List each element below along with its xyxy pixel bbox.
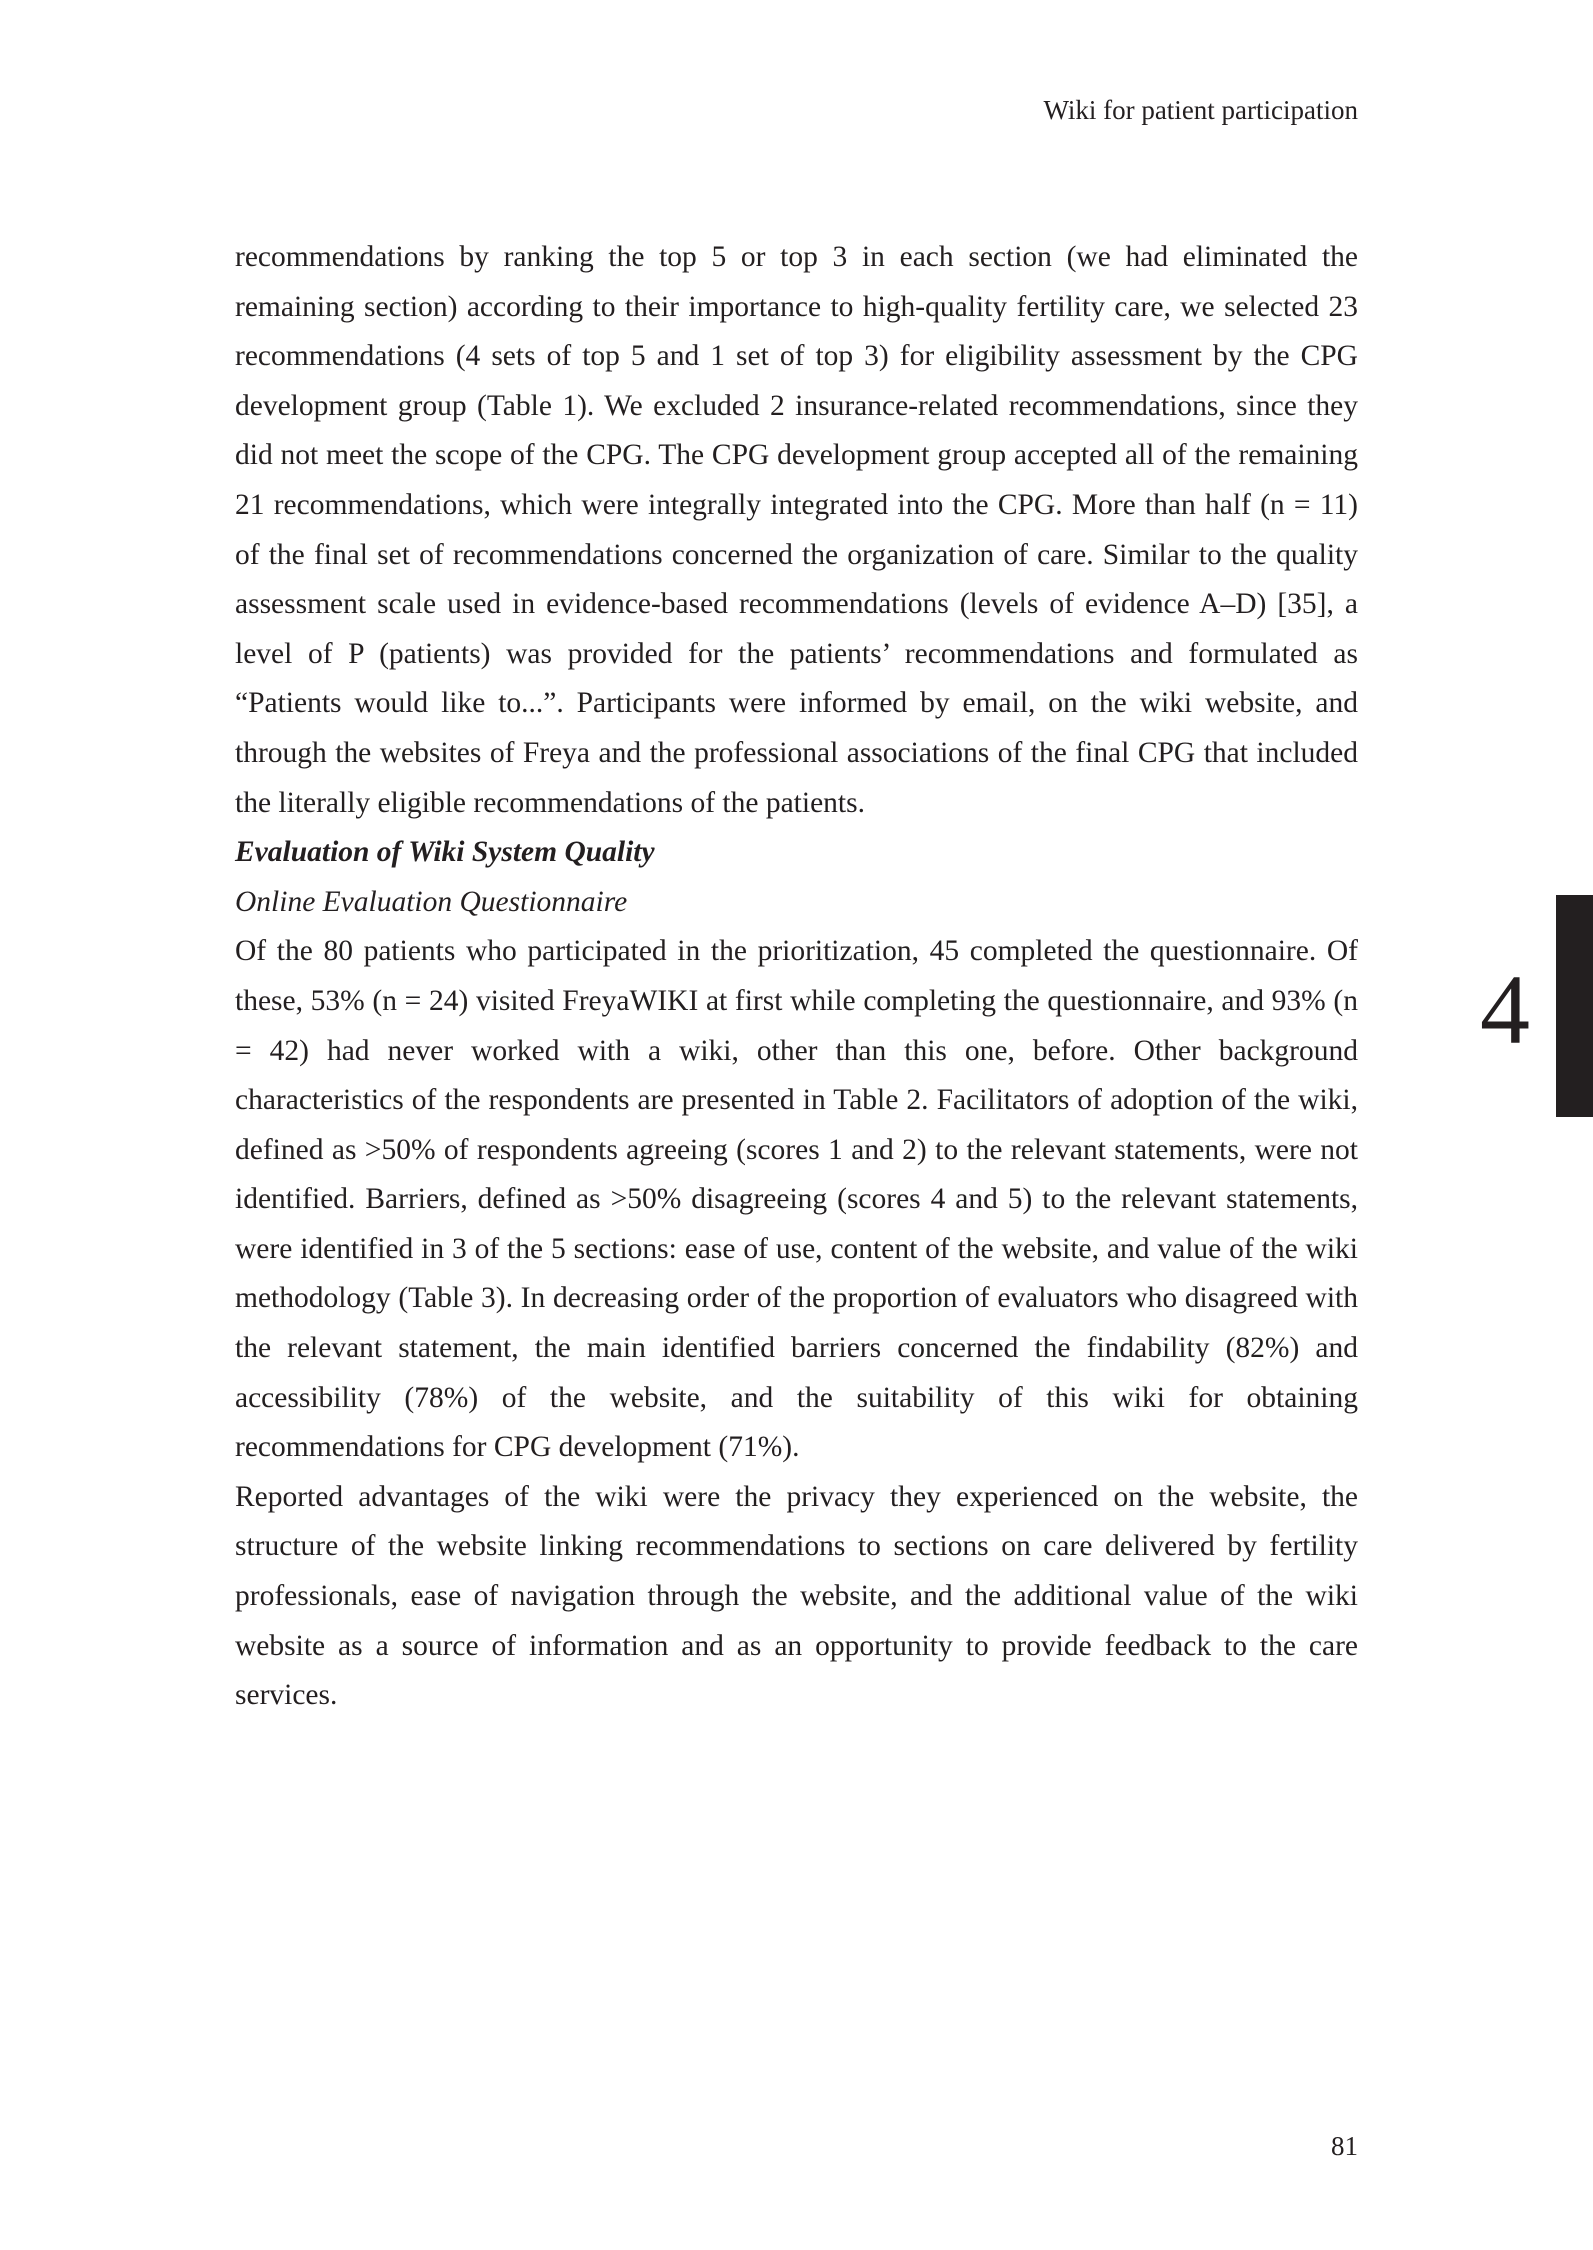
chapter-number: 4 <box>1480 954 1530 1065</box>
body-text <box>235 233 1358 1721</box>
subsection-heading: Online Evaluation Questionnaire <box>235 885 628 918</box>
page-number: 81 <box>1331 2131 1358 2161</box>
paragraph-recommendations: recommendations by ranking the top 5 or top 3 in each section (we had eliminated the remaining section) according to their importance to high-quality fertility care, we selected 23 recommendations (4 sets of top 5 and 1 set of top 3) for eligibility assessment by the CPG development group (Table 1). We excluded 2 insurance-related recommendations, since they did not meet the scope of the CPG. The CPG development group accepted all of the remaining 21 recommendations, which were integrally integrated into the CPG. More than half (n = 11) of the final set of recommendations concerned the organization of care. Similar to the quality assessment scale used in evidence-based recommendations (levels of evidence A–D) [35], a level of P (patients) was provided for the patients’ recommendations and formulated as “Patients would like to...”. Participants were informed by email, on the wiki website, and through the websites of Freya and the professional associations of the final CPG that included the literally eligible recommendations of the patients. <box>235 241 1358 819</box>
section-heading: Evaluation of Wiki System Quality <box>235 836 655 869</box>
running-header: Wiki for patient participation <box>1043 95 1358 125</box>
paragraph-questionnaire-results: Of the 80 patients who participated in the prioritization, 45 completed the questionnaire. Of these, 53% (n = 24) visited FreyaWIKI at first while completing the questionnaire, and 93% (n = 42) had never worked with a wiki, other than this one, before. Other background characteristics of the respondents are presented in Table 2. Facilitators of adoption of the wiki, defined as >50% of respondents agreeing (scores 1 and 2) to the relevant statements, were not identified. Barriers, defined as >50% disagreeing (scores 4 and 5) to the relevant statements, were identified in 3 of the 5 sections: ease of use, content of the website, and value of the wiki methodology (Table 3). In decreasing order of the proportion of evaluators who disagreed with the relevant statement, the main identified barriers concerned the findability (82%) and accessibility (78%) of the website, and the suitability of this wiki for obtaining recommendations for CPG development (71%). <box>235 935 1358 1464</box>
paragraph-reported-advantages: Reported advantages of the wiki were the privacy they experienced on the website, the structure of the website linking recommendations to sections on care delivered by fertility professionals, ease of navigation through the website, and the additional value of the wiki website as a source of information and as an opportunity to provide feedback to the care services. <box>235 1480 1358 1712</box>
chapter-tab-marker <box>1556 895 1593 1117</box>
